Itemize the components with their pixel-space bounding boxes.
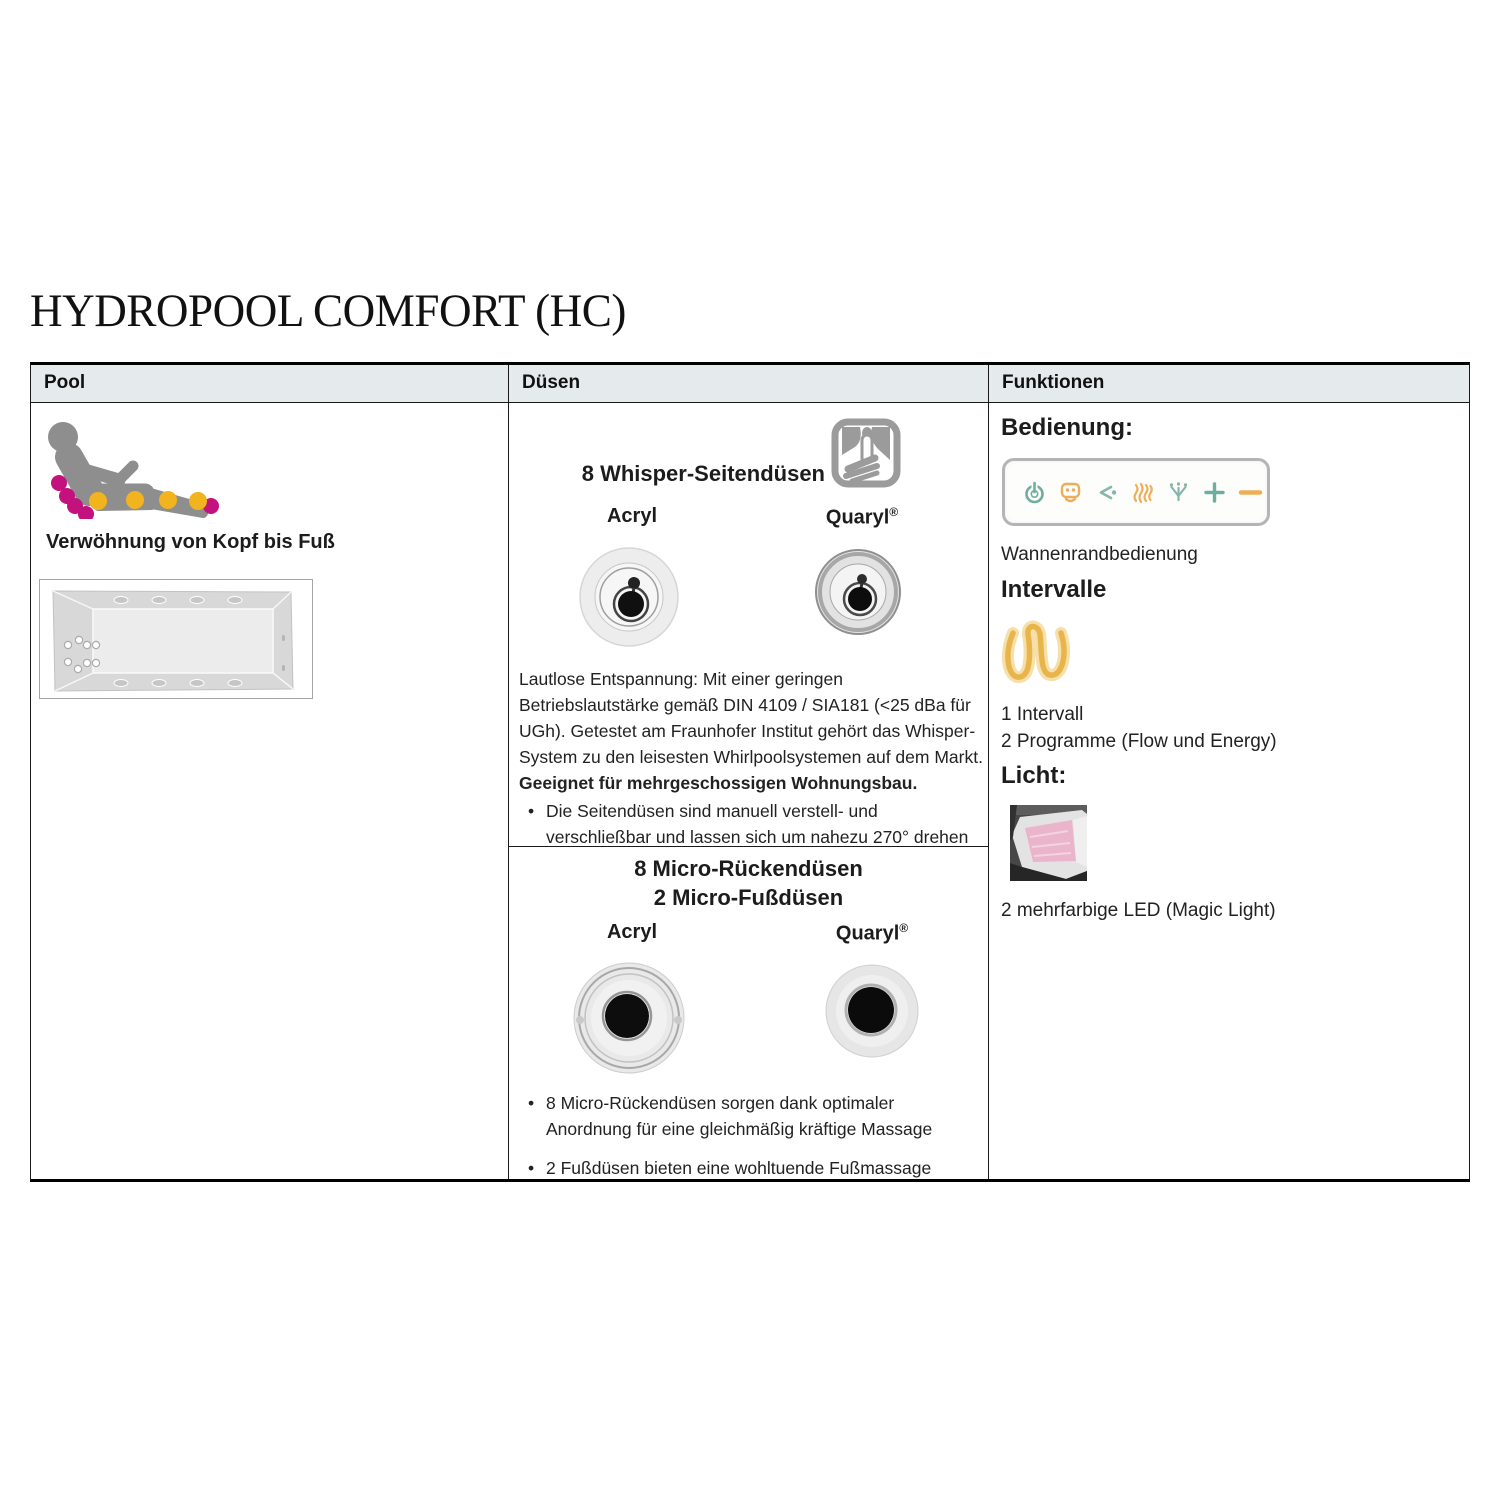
pool-caption: Verwöhnung von Kopf bis Fuß <box>46 531 335 553</box>
bathtub-jet-layout-diagram <box>39 579 313 699</box>
material-label-quaryl: Quaryl® <box>825 505 899 529</box>
column-header-pool: Pool <box>44 372 86 393</box>
table-body-row <box>31 403 1469 1179</box>
column-header-funktionen: Funktionen <box>988 365 1467 402</box>
minus-button-icon <box>1237 479 1264 506</box>
bedienung-caption: Wannenrandbedienung <box>1001 544 1198 565</box>
spray-button-icon <box>1165 479 1192 506</box>
whisper-bullet: • Die Seitendüsen sind manuell verstell- und verschließbar und lassen sich um nahezu 270° drehen <box>519 798 983 850</box>
plus-button-icon <box>1201 479 1228 506</box>
whisper-paragraph-text: Lautlose Entspannung: Mit einer geringen Betriebslautstärke gemäß DIN 4109 / SIA181 (<25 dBa für UGh). Getestet am Fraunhofer Institut gehört das Whisper-System zu den leisesten Whirlpoolsystemen auf dem Markt. <box>519 669 983 767</box>
whisper-silence-icon <box>831 418 901 488</box>
magic-light-bathtub-photo <box>1010 805 1087 881</box>
micro-nozzle-quaryl-image <box>825 964 919 1058</box>
funktionen-cell <box>988 403 1467 1179</box>
rim-control-panel-image <box>1002 458 1270 526</box>
spec-table <box>30 362 1470 1182</box>
micro-bullet-2: • 2 Fußdüsen bieten eine wohltuende Fußmassage <box>519 1155 983 1181</box>
whisper-paragraph-bold: Geeignet für mehrgeschossigen Wohnungsbau. <box>519 773 918 793</box>
material-label-quaryl: Quaryl® <box>835 921 909 945</box>
micro-bullet-1: • 8 Micro-Rückendüsen sorgen dank optimaler Anordnung für eine gleichmäßig kräftige Massage <box>519 1090 983 1142</box>
registered-mark: ® <box>899 921 909 935</box>
micro-heading-line2: 2 Micro-Fußdüsen <box>653 885 844 910</box>
micro-section <box>509 847 988 1179</box>
column-header-duesen: Düsen <box>508 365 988 402</box>
licht-caption: 2 mehrfarbige LED (Magic Light) <box>1001 900 1276 921</box>
licht-heading: Licht: <box>1001 762 1067 789</box>
intervalle-heading: Intervalle <box>1001 576 1107 603</box>
bedienung-heading: Bedienung: <box>1001 414 1133 441</box>
whisper-nozzle-acryl-image <box>579 547 679 647</box>
whisper-section <box>509 403 988 847</box>
interval-wave-icon <box>1001 617 1073 689</box>
table-header-row <box>31 365 1469 403</box>
duesen-cell <box>508 403 988 1179</box>
whisper-jet-button-icon <box>1093 479 1120 506</box>
intervalle-lines <box>1001 701 1277 755</box>
micro-heading-line1: 8 Micro-Rückendüsen <box>634 856 863 881</box>
whisper-paragraph <box>519 666 983 796</box>
material-label-acryl: Acryl <box>606 505 658 527</box>
page-title: HYDROPOOL COMFORT (HC) <box>30 285 626 337</box>
material-label-acryl: Acryl <box>606 921 658 943</box>
whisper-nozzle-quaryl-image <box>815 549 901 635</box>
intervalle-line-2: 2 Programme (Flow und Energy) <box>1001 731 1277 752</box>
intervalle-line-1: 1 Intervall <box>1001 704 1084 725</box>
pool-cell <box>31 403 508 1179</box>
massage-jet-button-icon <box>1129 479 1156 506</box>
micro-description <box>519 1090 983 1181</box>
power-icon <box>1021 479 1048 506</box>
jet-button-icon <box>1057 479 1084 506</box>
reclining-person-massage-icon <box>43 413 239 519</box>
whisper-description <box>519 666 983 850</box>
micro-nozzle-acryl-image <box>573 962 685 1074</box>
registered-mark: ® <box>889 505 899 519</box>
whisper-heading: 8 Whisper-Seitendüsen <box>581 461 825 486</box>
